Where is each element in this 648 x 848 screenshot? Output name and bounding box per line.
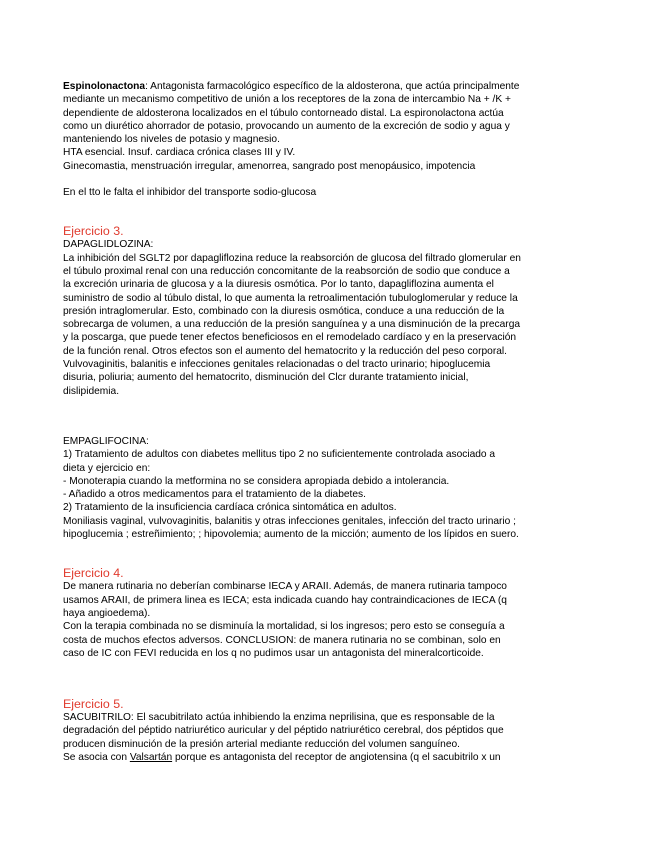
text-line: caso de IC con FEVI reducida en los q no pudimos usar un antagonista del mineralcorticoide. [63,647,484,659]
text-line: presión intraglomerular. Esto, combinado con la diuresis osmótica, conduce a una reducción de la [63,305,505,317]
text-line: - Añadido a otros medicamentos para el tratamiento de la diabetes. [63,489,366,501]
valsartan-link[interactable]: Valsartán [129,751,173,763]
espironolactona-paragraph [63,80,593,173]
exercise-4-title: Ejercicio 4. [63,566,124,581]
text-line: hipoglucemia ; estreñimiento; ; hipovolemia; aumento de la micción; aumento de los lípidos en suero. [63,529,519,541]
text-line: SACUBITRILO: El sacubitrilato actúa inhibiendo la enzima neprilisina, que es responsable de la [63,712,495,724]
exercise-3-title: Ejercicio 3. [63,224,124,239]
text-line: 1) Tratamiento de adultos con diabetes mellitus tipo 2 no suficientemente controlada asociado a [63,449,496,461]
exercise-5 [63,697,593,764]
text-line [63,80,593,93]
text-line: degradación del péptido natriurético auricular y del péptido natriurético cerebral, dos péptidos que [63,725,504,737]
text-span: Se asocia con [63,751,130,763]
text-line: mediante un mecanismo competitivo de unión a los receptores de la zona de intercambio Na + /K + [63,94,511,106]
text-line: Vulvovaginitis, balanitis e infecciones genitales relacionadas o del tracto urinario; hipoglucemia [63,359,491,371]
text-line: usamos ARAII, de primera linea es IECA; esta indicada cuando hay contraindicaciones de IECA (q [63,594,507,606]
text-line: dieta y ejercicio en: [63,462,151,474]
note-line: En el tto le falta el inhibidor del transporte sodio-glucosa [63,187,317,199]
text-line: HTA esencial. Insuf. cardiaca crónica clases III y IV. [63,147,296,159]
text-line: costa de muchos efectos adversos. CONCLUSION: de manera rutinaria no se combinan, solo en [63,634,501,646]
text-line: disuria, poliuria; aumento del hematocrito, disminución del Clcr durante tratamiento inicial, [63,372,469,384]
text-line: producen disminución de la presión arterial mediante reducción del volumen sanguíneo. [63,738,460,750]
exercise-3 [63,224,593,541]
text-line: La inhibición del SGLT2 por dapagliflozina reduce la reabsorción de glucosa del filtrado glomerular en [63,252,521,264]
text-line: Con la terapia combinada no se disminuía la mortalidad, si los ingresos; pero esto se conseguía a [63,621,505,633]
text-line: - Monoterapia cuando la metformina no se considera apropiada debido a intolerancia. [63,475,450,487]
text-line: Moniliasis vaginal, vulvovaginitis, balanitis y otras infecciones genitales, infección del tracto urinario ; [63,515,517,527]
text-span: : Antagonista farmacológico específico de la aldosterona, que actúa principalmente [145,81,520,92]
text-line: de la función renal. Otros efectos son el aumento del hematocrito y la reducción del peso corporal. [63,345,507,357]
text-line: haya angioedema). [63,607,151,619]
document-page [63,80,593,764]
term-espironolactona: Espinolonactona [63,81,146,92]
text-line: y la poscarga, que puede tener efectos beneficiosos en el remodelado cardíaco y en la preservación [63,332,517,344]
text-line: manteniendo los niveles de potasio y magnesio. [63,134,280,146]
text-span: porque es antagonista del receptor de angiotensina (q el sacubitrilo x un [172,751,501,763]
text-line: dislipidemia. [63,385,120,397]
drug-heading-empagliflozina: EMPAGLIFOCINA: [63,435,149,447]
text-line: dependiente de aldosterona localizados en el túbulo contorneado distal. La espironolactona actúa [63,107,504,119]
text-line [63,751,593,764]
text-line: suministro de sodio al túbulo distal, lo que aumenta la retroalimentación tubuloglomerular y reduce la [63,292,518,304]
drug-heading-dapagliflozina: DAPAGLIDLOZINA: [63,239,154,251]
text-line: Ginecomastia, menstruación irregular, amenorrea, sangrado post menopáusico, impotencia [63,160,476,172]
text-line: sobrecarga de volumen, a una reducción de la presión sanguínea y a una disminución de la precarga [63,319,521,331]
exercise-4 [63,566,593,660]
text-line: la excreción urinaria de glucosa y a la diuresis osmótica. Por lo tanto, dapagliflozina aumenta el [63,279,494,291]
text-line: el túbulo proximal renal con una reducción concomitante de la reabsorción de sodio que conduce a [63,265,510,277]
text-line: 2) Tratamiento de la insuficiencia cardíaca crónica sintomática en adultos. [63,502,397,514]
exercise-5-title: Ejercicio 5. [63,697,124,712]
text-line: De manera rutinaria no deberían combinarse IECA y ARAII. Además, de manera rutinaria tampoco [63,581,507,593]
text-line: como un diurético ahorrador de potasio, provocando un aumento de la excreción de sodio y agua y [63,120,510,132]
